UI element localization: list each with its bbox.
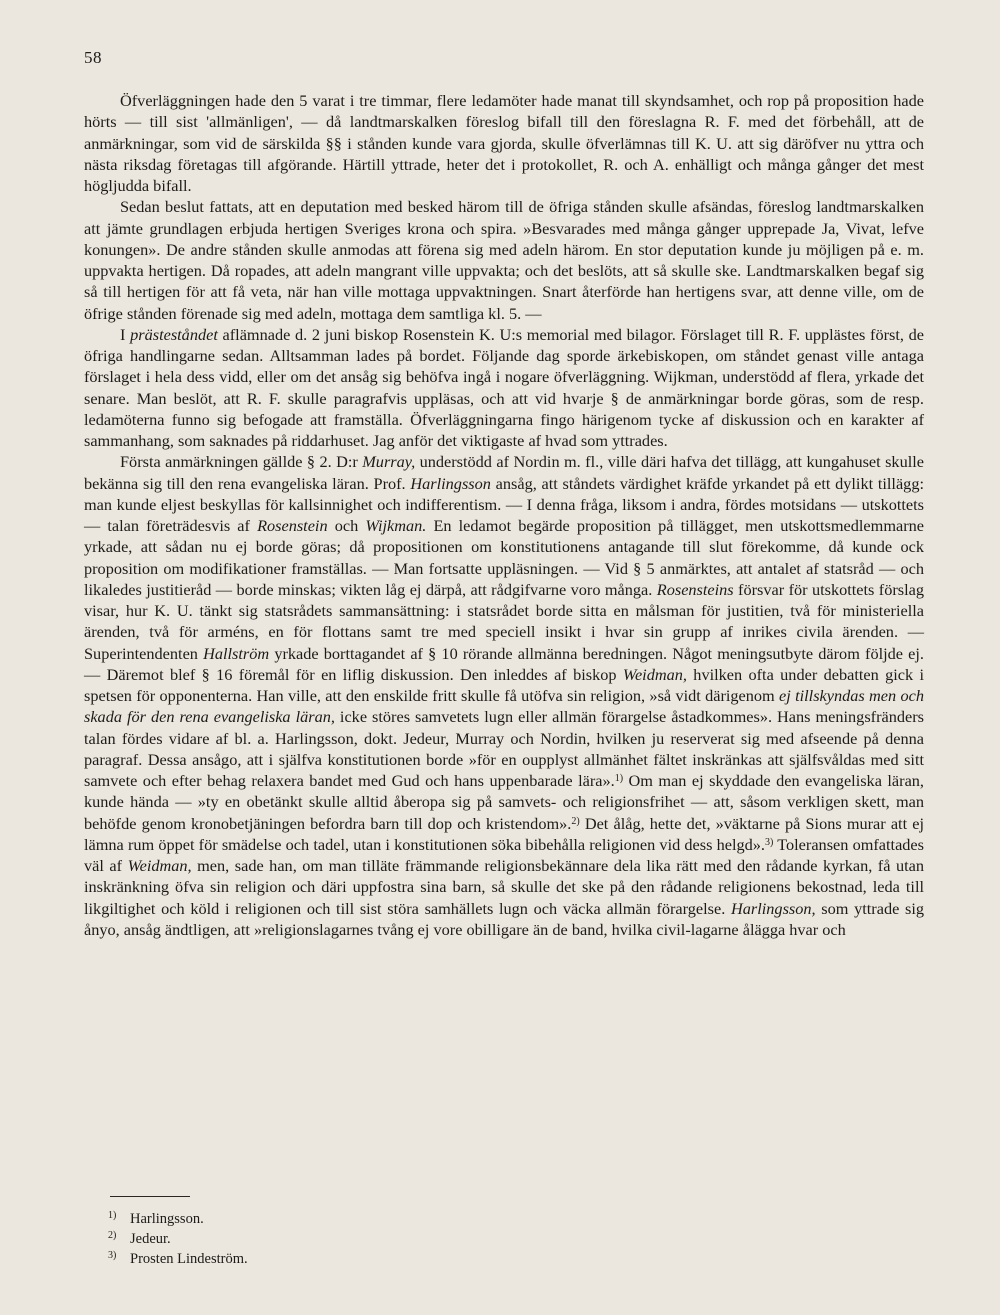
footnotes bbox=[108, 1210, 248, 1270]
emphasis: ej tillskyndas men och skada för den rena evangeliska läran, bbox=[84, 686, 924, 727]
footnote-ref: 2) bbox=[571, 815, 580, 827]
emphasis: Rosensteins bbox=[656, 579, 734, 599]
paragraph-1: Öfverläggningen hade den 5 varat i tre timmar, flere ledamöter hade manat till skyndsamhet, och rop på proposition hade hörts — till sist 'allmänligen', — då landtmarskalken föreslog bifall till den föreslagna R. F. med det förbehåll, att de anmärkningar, som vid de särskilda §§ i stånden kunde vara gjorda, skulle öfverlämnas till K. U. att sig däröfver nu yttra och nästa riksdag företagas till afgörande. Härtill yttrade, heter det i protokollet, R. och A. enhälligt och många gånger det mest högljudda bifall. bbox=[84, 91, 924, 195]
paragraph-3: I prästeståndet aflämnade d. 2 juni biskop Rosenstein K. U:s memorial med bilagor. Förslaget till R. F. upplästes först, de öfriga handlingarne sedan. Alltsamman lades på bordet. Följande dag sporde ärkebiskopen, om ståndet genast ville antaga förslaget i hela dess vidd, eller om det ansåg sig behöfva ingå i nogare öfverläggning. Wijkman, understödd af flera, yrkade det senare. Man beslöt, att R. F. skulle paragrafvis uppläsas, och att vid hvarje § de anmärkningar borde göras, som de resp. ledamöterna funno sig befogade att framställa. Öfverläggningarna fingo härigenom tycke af diskussion och en karakter af sammanhang, som saknades på riddarhuset. Jag anför det viktigaste af hvad som yttrades. bbox=[84, 324, 924, 450]
page-number: 58 bbox=[84, 48, 102, 67]
footnote bbox=[108, 1250, 248, 1270]
emphasis: Hallström bbox=[203, 643, 270, 663]
footnote-text: Prosten Lindeström. bbox=[130, 1251, 248, 1267]
footnote-mark: 3) bbox=[108, 1250, 117, 1261]
paragraph-2: Sedan beslut fattats, att en deputation med besked härom till de öfriga stånden skulle afsändas, föreslog landtmarskalken att jämte grundlagen erbjuda hertigen Sveriges krona och spira. »Besvarades med många gånger upprepade Ja, Vivat, lefve konungen». De andre stånden skulle anmodas att förena sig med adeln härom. En stor deputation kunde ju möjligen på e. m. uppvakta hertigen. Då ropades, att adeln mangrant ville uppvakta; och det beslöts, att så skulle ske. Landtmarskalken begaf sig så till hertigen för att få veta, när han ville mottaga uppvaktningen. Snart återförde han hertigens svar, att denne ville, om de öfrige stånden förenade sig med adeln, mottaga dem samtliga kl. 5. — bbox=[84, 197, 924, 323]
emphasis: Weidman, bbox=[622, 664, 687, 684]
footnote-ref: 3) bbox=[765, 836, 774, 848]
footnote-mark: 2) bbox=[108, 1230, 117, 1241]
emphasis: Wijkman. bbox=[365, 516, 427, 535]
emphasis: Murray, bbox=[362, 452, 416, 472]
footnote-mark: 1) bbox=[108, 1210, 117, 1221]
footnote-text: Jedeur. bbox=[130, 1231, 171, 1247]
footnote-ref: 1) bbox=[614, 773, 624, 784]
emphasis: Harlingsson, bbox=[731, 898, 816, 918]
body-text bbox=[84, 90, 924, 940]
emphasis: Harlingsson bbox=[410, 473, 491, 493]
emphasis: Weidman, bbox=[127, 856, 192, 875]
paragraph-4: Första anmärkningen gällde § 2. D:r Murray, understödd af Nordin m. fl., ville däri hafva det tillägg, att kungahuset skulle bekänna sig till den rena evangeliska läran. Prof. Harlingsson ansåg, att ståndets värdighet kräfde yrkandet på ett dylikt tillägg: man kunde eljest beskyllas för kallsinnighet och indifferentism. — I denna fråga, liksom i andra, fördes motsidans — utskottets — talan företrädesvis af Rosenstein och Wijkman. En ledamot begärde proposition på tillägget, men utskottsmedlemmarne yrkade, att sådan nu ej borde göras; då propositionen om konstitutionens antagande till slut förekomme, då kunde ock proposition om modifikationer framställas. — Man fortsatte uppläsningen. — Vid § 5 anmärktes, att antalet af statsråd — och likaledes justitieråd — borde minskas; vikten låg ej därpå, att rådgifvarne voro många. Rosensteins försvar för utskottets förslag visar, hur K. U. tänkt sig statsrådets sammansättning: i statsrådet borde sitta en målsman för justitien, två för ministeriella ärenden, två för arméns, en för flottans samt tre med speciell insikt i hvar sin grupp af inrikes civila ärenden. — Superintendenten Hallström yrkade borttagandet af § 10 rörande allmänna beredningen. Något meningsutbyte därom följde ej. — Däremot blef § 16 föremål för en liflig diskussion. Den inleddes af biskop Weidman, hvilken ofta under debatten gick i spetsen för opponenterna. Han ville, att den enskilde fritt skulle få utöfva sin religion, »så vidt därigenom ej tillskyndas men och skada för den rena evangeliska läran, icke störes samvetets lugn eller allmän förargelse åstadkommes». Hans meningsfränders talan fördes vidare af bl. a. Harlingsson, dokt. Jedeur, Murray och Nordin, hvilken ju reserverat sig med afseende på denna paragraf. Dessa ansågo, att i själfva konstitutionen borde »för en oupplyst allmänhet fältet inskränkas att själfsvåldas med sitt samvete och efter behag relaxera bandet med Gud och hans uppenbarade lära».$^{1)}$ Om man ej skyddade den evangeliska läran, kunde hända — »ty en obetänkt skulle alltid åberopa sig på samvets- och religionsfrihet — att, såsom verkligen skett, man behöfde genom kronobetjäningen befordra barn till dop och kristendom».$^{2)}$ Det ålåg, hette det, »väktarne på Sions murar att ej lämna rum öppet för smädelse och tadel, utan i konstitutionen söka bibehålla religionen vid dess helgd».$^{3)}$ Toleransen omfattades väl af Weidman, men, sade han, om man tilläte främmande religionsbekännare dela lika rätt med den rådande kyrkan, få utan inskränkning öfva sin religion och däri uppfostra sina barn, så skulle det ske på den rådande religionens bekostnad, leda till likgiltighet och köld i religionen och till sist störa samhällets lugn och väcka allmän förargelse. Harlingsson, som yttrade sig ånyo, ansåg ändtligen, att »religionslagarnes tvång ej vore obilligare än de band, hvilka civil-lagarne ålägga hvar och bbox=[84, 452, 925, 939]
emphasis: Rosenstein bbox=[257, 516, 328, 535]
emphasis: prästeståndet bbox=[130, 324, 218, 344]
footnote-text: Harlingsson. bbox=[130, 1211, 204, 1227]
footnote-divider bbox=[110, 1196, 190, 1197]
